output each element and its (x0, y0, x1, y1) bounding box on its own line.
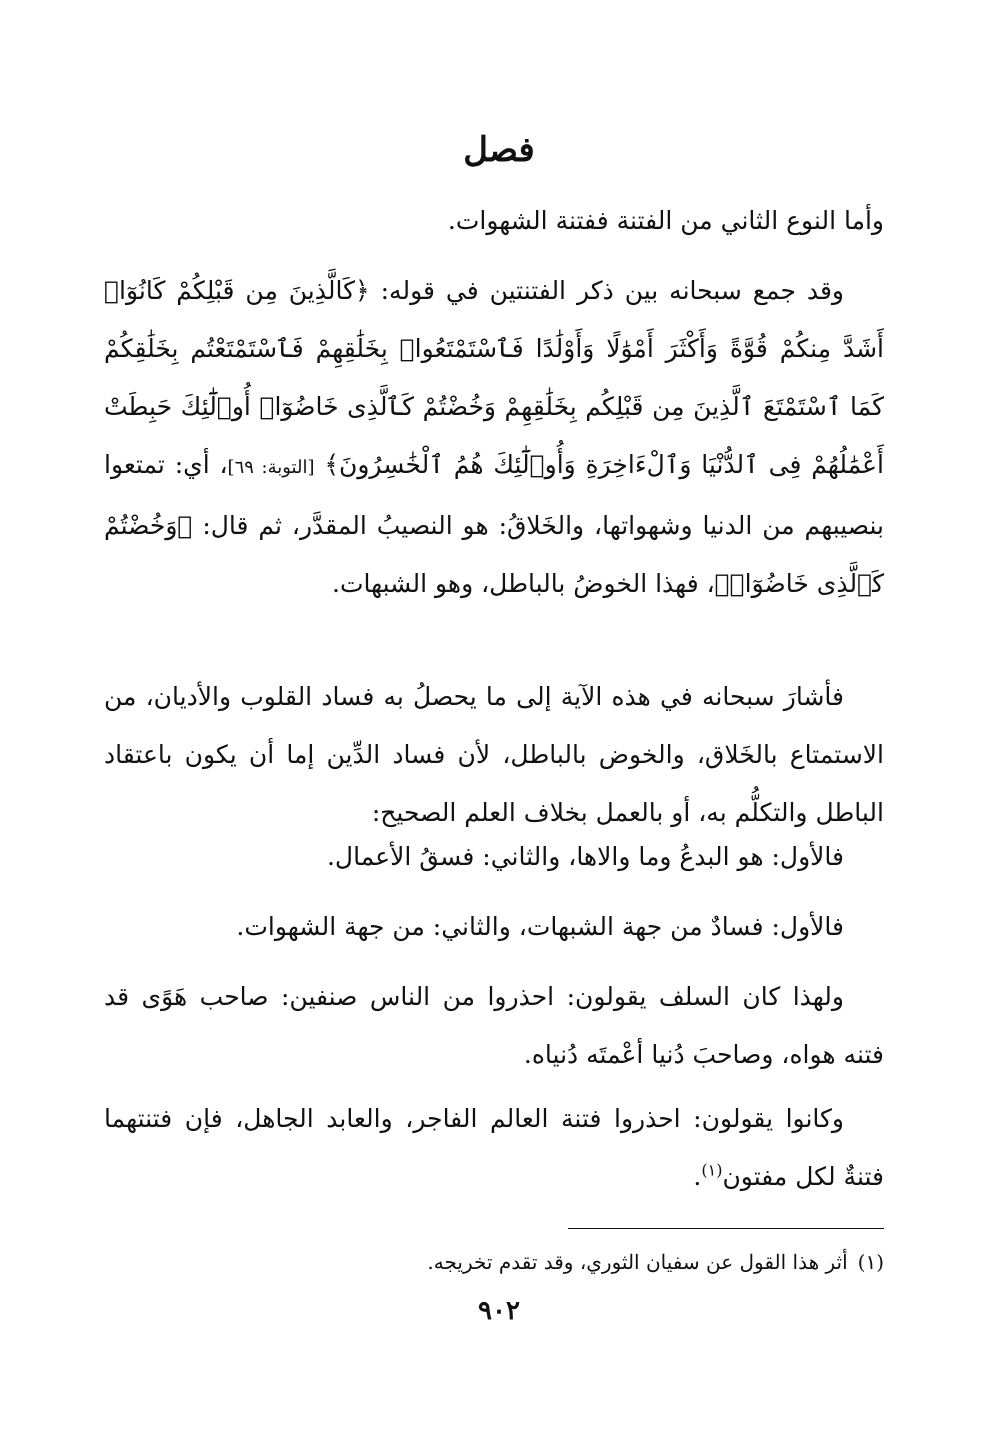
paragraph-7-end: . (693, 1162, 702, 1191)
paragraph-3-text: فأشارَ سبحانه في هذه الآية إلى ما يحصلُ به فساد القلوب والأديان، من الاستمتاع بالخَلاق، والخوض بالباطل، لأن فساد الدِّين إما أن يكون باعتقاد الباطل والتكلُّم به، أو بالعمل بخلاف العلم الصحيح: (104, 682, 884, 827)
paragraph-7-text (104, 1090, 884, 1206)
section-heading: فصل (463, 130, 535, 170)
page-number: ٩٠٢ (478, 1296, 520, 1326)
footnote-separator (568, 1228, 884, 1229)
paragraph-1-text: وأما النوع الثاني من الفتنة ففتنة الشهوات. (447, 206, 884, 235)
paragraph-4-text: فالأول: هو البدعُ وما والاها، والثاني: فسقُ الأعمال. (326, 842, 844, 871)
paragraph-2-continuation: ، أي: تمتعوا بنصيبهم من الدنيا وشهواتها، والخَلاقُ: هو النصيبُ المقدَّر، ثم قال: (104, 450, 884, 540)
paragraph-2 (104, 262, 884, 613)
paragraph-5-text: فالأول: فسادٌ من جهة الشبهات، والثاني: من جهة الشهوات. (236, 912, 844, 941)
paragraph-6-text: ولهذا كان السلف يقولون: احذروا من الناس صنفين: صاحب هَوًى قد فتنه هواه، وصاحبَ دُنيا أعْمتَه دُنياه. (104, 982, 884, 1069)
paragraph-2-end: ، فهذا الخوضُ بالباطل، وهو الشبهات. (332, 569, 715, 598)
verse-reference: [التوبة: ٦٩] (227, 457, 315, 478)
quran-verse-2: ﴿وَخُضْتُمْ كَٱلَّذِى خَاضُوٓا۟﴾ (104, 511, 884, 598)
footnote-text: أثر هذا القول عن سفيان الثوري، وقد تقدم تخريجه. (427, 1250, 848, 1274)
footnote-marker: (١) (701, 1160, 723, 1180)
footnote (104, 1246, 884, 1278)
paragraph-7-body: وكانوا يقولون: احذروا فتنة العالم الفاجر، والعابد الجاهل، فإن فتنتهما فتنةٌ لكل مفتون (104, 1104, 884, 1191)
paragraph-4 (104, 828, 884, 886)
paragraph-2-text (104, 262, 884, 613)
paragraph-3 (104, 668, 884, 842)
paragraph-6 (104, 968, 884, 1084)
paragraph-1 (104, 192, 884, 250)
quran-verse: ﴿كَالَّذِينَ مِن قَبْلِكُمْ كَانُوٓا۟ أَشَدَّ مِنكُمْ قُوَّةً وَأَكْثَرَ أَمْوَٰلًا وَأَوْلَٰدًا فَٱسْتَمْتَعُوا۟ بِخَلَٰقِهِمْ فَٱسْتَمْتَعْتُم بِخَلَٰقِكُمْ كَمَا ٱسْتَمْتَعَ ٱلَّذِينَ مِن قَبْلِكُم بِخَلَٰقِهِمْ وَخُضْتُمْ كَٱلَّذِى خَاضُوٓا۟ أُو۟لَٰٓئِكَ حَبِطَتْ أَعْمَٰلُهُمْ فِى ٱلدُّنْيَا وَٱلْءَاخِرَةِ وَأُو۟لَٰٓئِكَ هُمُ ٱلْخَٰسِرُونَ﴾ (104, 276, 885, 479)
paragraph-7 (104, 1090, 884, 1206)
paragraph-5 (104, 898, 884, 956)
footnote-number: (١) (857, 1250, 884, 1274)
paragraph-2-intro: وقد جمع سبحانه بين ذكر الفتنتين في قوله: (380, 276, 845, 305)
